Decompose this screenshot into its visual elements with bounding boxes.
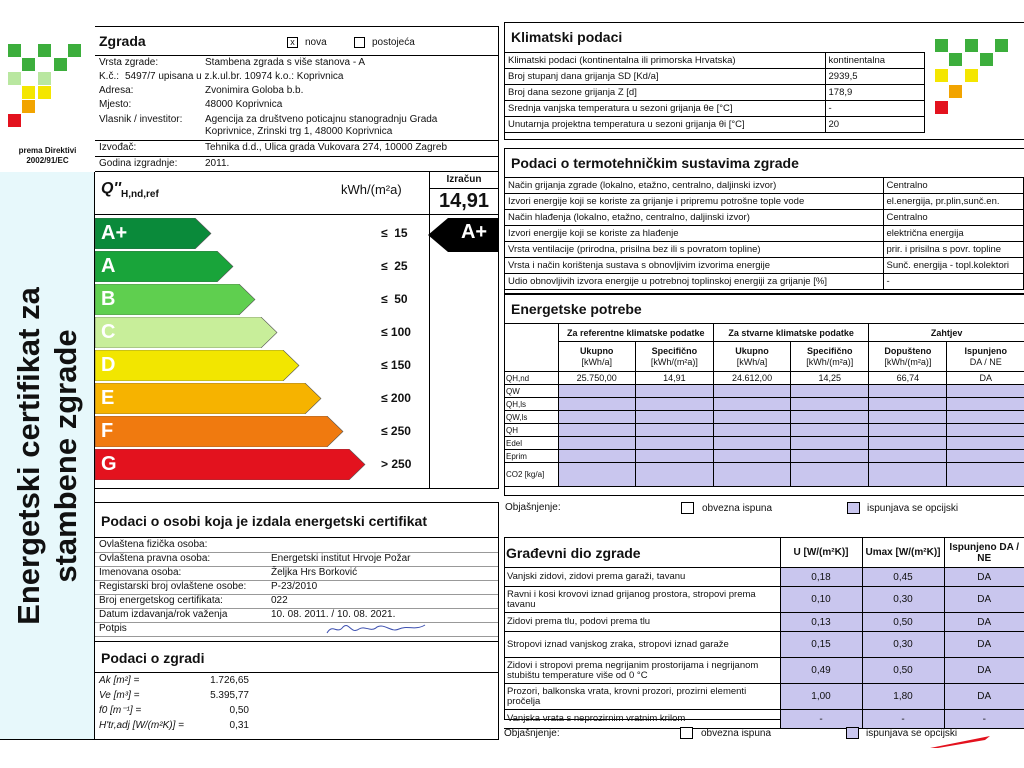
legend-label-2: Objašnjenje: bbox=[504, 728, 560, 739]
needs-cell bbox=[947, 398, 1024, 411]
energy-scale-box bbox=[95, 171, 499, 489]
envelope-u: - bbox=[780, 710, 862, 729]
legend-lilac-swatch-2 bbox=[846, 727, 859, 739]
needs-cell bbox=[791, 424, 869, 437]
climate-label: Unutarnja projektna temperatura u sezoni grijanja θi [°C] bbox=[505, 117, 825, 133]
needs-cell bbox=[713, 437, 790, 450]
hvac-value: električna energija bbox=[883, 226, 1024, 242]
needs-cell bbox=[791, 411, 869, 424]
hvac-box bbox=[504, 148, 1024, 294]
climate-value: - bbox=[825, 101, 925, 117]
climate-row bbox=[505, 53, 925, 69]
hvac-table bbox=[505, 177, 1024, 290]
needs-cell bbox=[558, 450, 635, 463]
needs-cell bbox=[558, 437, 635, 450]
envelope-row bbox=[504, 587, 1024, 613]
building-box bbox=[95, 26, 499, 172]
envelope-isp: DA bbox=[944, 587, 1024, 613]
needs-cell bbox=[869, 385, 947, 398]
needs-cell bbox=[635, 424, 713, 437]
hvac-row bbox=[505, 194, 1024, 210]
hvac-row bbox=[505, 210, 1024, 226]
legend-white-label-2: obvezna ispuna bbox=[701, 728, 772, 739]
needs-row-label: QW,ls bbox=[504, 411, 558, 424]
result-class: A+ bbox=[460, 221, 488, 243]
real-group-header: Za stvarne klimatske podatke bbox=[713, 324, 868, 342]
needs-cell bbox=[635, 437, 713, 450]
class-arrow-C bbox=[95, 317, 279, 348]
needs-cell bbox=[947, 385, 1024, 398]
class-label: G bbox=[101, 453, 117, 475]
q-label: Q'' bbox=[101, 180, 122, 197]
building-metric-value: 1.726,65 bbox=[210, 675, 249, 686]
envelope-table bbox=[504, 537, 1024, 729]
needs-row bbox=[504, 437, 1024, 450]
needs-cell: DA bbox=[947, 372, 1024, 385]
class-limit: > 250 bbox=[381, 457, 412, 471]
class-label: B bbox=[101, 288, 116, 310]
needs-cell bbox=[869, 450, 947, 463]
needs-col-header: Ukupno [kWh/a] bbox=[713, 342, 790, 372]
envelope-isp: DA bbox=[944, 568, 1024, 587]
issuer-row-label: Potpis bbox=[99, 623, 127, 634]
envelope-isp: DA bbox=[944, 632, 1024, 658]
envelope-label: Prozori, balkonska vrata, krovni prozori, prozirni elementi pročelja bbox=[504, 684, 780, 710]
hvac-row bbox=[505, 242, 1024, 258]
needs-row-label: Eprim bbox=[504, 450, 558, 463]
parcel-label: K.č.: bbox=[99, 71, 120, 82]
envelope-u: 0,18 bbox=[780, 568, 862, 587]
building-metric-label: f0 [m⁻¹] = bbox=[99, 705, 142, 716]
year-value: 2011. bbox=[205, 158, 230, 169]
certificate-title-band bbox=[0, 172, 95, 740]
year-label: Godina izgradnje: bbox=[99, 158, 178, 169]
issuer-row-label: Datum izdavanja/rok važenja bbox=[99, 609, 228, 620]
issuer-box bbox=[95, 502, 499, 642]
isp-header: Ispunjeno DA / NE bbox=[944, 538, 1024, 568]
needs-cell bbox=[635, 385, 713, 398]
building-data-box bbox=[95, 641, 499, 740]
envelope-umax: 0,30 bbox=[862, 632, 944, 658]
envelope-isp: DA bbox=[944, 613, 1024, 632]
climate-value: 178,9 bbox=[825, 85, 925, 101]
building-type-value: Stambena zgrada s više stanova - A bbox=[205, 57, 366, 68]
needs-col-header: Specifično [kWh/(m²a)] bbox=[791, 342, 869, 372]
needs-cell: 14,25 bbox=[791, 372, 869, 385]
class-arrow-G bbox=[95, 449, 367, 480]
climate-label: Broj dana sezone grijanja Z [d] bbox=[505, 85, 825, 101]
class-arrow-A+ bbox=[95, 218, 213, 249]
needs-cell bbox=[869, 398, 947, 411]
energy-needs-table bbox=[504, 323, 1024, 487]
issuer-row-label: Broj energetskog certifikata: bbox=[99, 595, 223, 606]
needs-cell bbox=[869, 463, 947, 487]
envelope-umax: - bbox=[862, 710, 944, 729]
building-metric-label: Ve [m³] = bbox=[99, 690, 140, 701]
needs-row bbox=[504, 385, 1024, 398]
needs-cell bbox=[558, 463, 635, 487]
needs-col-header: Dopušteno [kWh/(m²a)] bbox=[869, 342, 947, 372]
class-limit: ≤ 150 bbox=[381, 358, 411, 372]
climate-label: Broj stupanj dana grijanja SD [Kd/a] bbox=[505, 69, 825, 85]
hvac-label: Udio obnovljivih izvora energije u potrebnoj toplinskoj energiji za grijanje [%] bbox=[505, 274, 883, 290]
hvac-value: Centralno bbox=[883, 178, 1024, 194]
needs-row bbox=[504, 411, 1024, 424]
issuer-row-value: Energetski institut Hrvoje Požar bbox=[271, 553, 411, 564]
contractor-label: Izvođač: bbox=[99, 142, 137, 153]
parcel-value: 5497/7 upisana u z.k.ul.br. 10974 k.o.: Koprivnica bbox=[125, 71, 344, 82]
class-arrow-F bbox=[95, 416, 345, 447]
class-limit: ≤ 100 bbox=[381, 325, 411, 339]
needs-cell: 66,74 bbox=[869, 372, 947, 385]
needs-cell bbox=[947, 411, 1024, 424]
envelope-row bbox=[504, 684, 1024, 710]
building-type-label: Vrsta zgrade: bbox=[99, 57, 159, 68]
hvac-value: Sunč. energija - topl.kolektori bbox=[883, 258, 1024, 274]
address-label: Adresa: bbox=[99, 85, 134, 96]
needs-col-header: Specifično [kWh/(m²a)] bbox=[635, 342, 713, 372]
needs-cell bbox=[635, 411, 713, 424]
needs-cell bbox=[791, 385, 869, 398]
q-subscript: H,nd,ref bbox=[121, 189, 159, 200]
hvac-value: prir. i prisilna s povr. topline bbox=[883, 242, 1024, 258]
climate-value: kontinentalna bbox=[825, 53, 925, 69]
u-header: U [W/(m²K)] bbox=[780, 538, 862, 568]
postojeca-label: postojeća bbox=[372, 37, 415, 48]
envelope-label: Vanjska vrata s neprozirnim vratnim krilom bbox=[504, 710, 780, 729]
umax-header: Umax [W/(m²K)] bbox=[862, 538, 944, 568]
climate-table bbox=[505, 52, 925, 133]
signature bbox=[325, 621, 435, 637]
needs-cell bbox=[947, 424, 1024, 437]
class-arrow-E bbox=[95, 383, 323, 414]
class-limit: ≤ 250 bbox=[381, 424, 411, 438]
needs-cell: 25.750,00 bbox=[558, 372, 635, 385]
hvac-label: Vrsta i način korištenja sustava s obnovljivim izvorima energije bbox=[505, 258, 883, 274]
class-arrow-A bbox=[95, 251, 235, 282]
needs-cell bbox=[869, 424, 947, 437]
needs-cell: 14,91 bbox=[635, 372, 713, 385]
hvac-row bbox=[505, 178, 1024, 194]
envelope-u: 0,49 bbox=[780, 658, 862, 684]
envelope-isp: - bbox=[944, 710, 1024, 729]
nova-checkbox[interactable]: x bbox=[287, 37, 298, 48]
izracun-value: 14,91 bbox=[438, 190, 490, 212]
envelope-row bbox=[504, 613, 1024, 632]
envelope-isp: DA bbox=[944, 658, 1024, 684]
needs-cell bbox=[558, 424, 635, 437]
needs-cell bbox=[713, 424, 790, 437]
legend-white-swatch bbox=[681, 502, 694, 514]
needs-row-label: CO2 [kg/a] bbox=[504, 463, 558, 487]
directive-note: prema Direktivi 2002/91/EC bbox=[18, 146, 77, 165]
building-data-heading: Podaci o zgradi bbox=[101, 650, 205, 666]
hvac-label: Izvori energije koji se koriste za hlađenje bbox=[505, 226, 883, 242]
needs-row bbox=[504, 450, 1024, 463]
class-arrow-D bbox=[95, 350, 301, 381]
issuer-row-label: Registarski broj ovlaštene osobe: bbox=[99, 581, 247, 592]
issuer-row-label: Ovlaštena fizička osoba: bbox=[99, 539, 208, 550]
needs-row bbox=[504, 398, 1024, 411]
envelope-umax: 0,45 bbox=[862, 568, 944, 587]
hvac-label: Način grijanja zgrade (lokalno, etažno, centralno, daljinski izvor) bbox=[505, 178, 883, 194]
needs-cell bbox=[713, 463, 790, 487]
needs-col-header: Ukupno [kWh/a] bbox=[558, 342, 635, 372]
postojeca-checkbox[interactable] bbox=[354, 37, 365, 48]
hvac-label: Izvori energije koji se koriste za grijanje i pripremu potrošne tople vode bbox=[505, 194, 883, 210]
legend-white-label: obvezna ispuna bbox=[702, 503, 773, 514]
building-metric-value: 0,31 bbox=[229, 720, 249, 731]
class-label: C bbox=[101, 321, 116, 343]
hvac-value: el.energija, pr.plin,sunč.en. bbox=[883, 194, 1024, 210]
issuer-row-value: Željka Hrs Borković bbox=[271, 567, 358, 578]
class-limit: ≤ 25 bbox=[381, 259, 408, 273]
needs-col-header: Ispunjeno DA / NE bbox=[947, 342, 1024, 372]
needs-cell bbox=[558, 385, 635, 398]
building-envelope-box bbox=[504, 537, 1024, 725]
needs-cell bbox=[713, 385, 790, 398]
building-metric-label: Ak [m²] = bbox=[99, 675, 140, 686]
needs-cell bbox=[869, 411, 947, 424]
req-group-header: Zahtjev bbox=[869, 324, 1024, 342]
envelope-row bbox=[504, 710, 1024, 729]
envelope-label: Ravni i kosi krovovi iznad grijanog prostora, stropovi prema tavanu bbox=[504, 587, 780, 613]
needs-cell bbox=[713, 398, 790, 411]
red-mark bbox=[930, 736, 990, 748]
needs-cell bbox=[558, 411, 635, 424]
hvac-heading: Podaci o termotehničkim sustavima zgrade bbox=[511, 155, 799, 171]
class-label: A+ bbox=[101, 222, 128, 244]
needs-cell bbox=[869, 437, 947, 450]
climate-value: 20 bbox=[825, 117, 925, 133]
needs-row-label: Edel bbox=[504, 437, 558, 450]
izracun-label: Izračun bbox=[446, 174, 482, 185]
building-metric-value: 5.395,77 bbox=[210, 690, 249, 701]
climate-row bbox=[505, 85, 925, 101]
needs-cell bbox=[947, 450, 1024, 463]
building-metric-value: 0,50 bbox=[229, 705, 249, 716]
energy-needs-box bbox=[504, 294, 1024, 514]
needs-row-label: QW bbox=[504, 385, 558, 398]
needs-cell bbox=[635, 398, 713, 411]
envelope-u: 0,13 bbox=[780, 613, 862, 632]
contractor-value: Tehnika d.d., Ulica grada Vukovara 274, 10000 Zagreb bbox=[205, 142, 448, 153]
needs-cell bbox=[791, 398, 869, 411]
envelope-umax: 0,50 bbox=[862, 613, 944, 632]
needs-row-label: QH,ls bbox=[504, 398, 558, 411]
city-value: 48000 Koprivnica bbox=[205, 99, 283, 110]
address-value: Zvonimira Goloba b.b. bbox=[205, 85, 304, 96]
envelope-heading: Građevni dio zgrade bbox=[504, 538, 780, 568]
issuer-row-value: 022 bbox=[271, 595, 288, 606]
class-label: D bbox=[101, 354, 116, 376]
needs-cell bbox=[791, 463, 869, 487]
building-metric-label: H'tr,adj [W/(m²K)] = bbox=[99, 720, 184, 731]
unit-label: kWh/(m²a) bbox=[341, 182, 402, 197]
envelope-label: Stropovi iznad vanjskog zraka, stropovi iznad garaže bbox=[504, 632, 780, 658]
owner-value: Agencija za društveno poticajnu stanogradnju Grada Koprivnice, Zrinski trg 1, 48000 Koprivnica bbox=[205, 114, 438, 137]
envelope-u: 0,15 bbox=[780, 632, 862, 658]
envelope-u: 0,10 bbox=[780, 587, 862, 613]
envelope-label: Vanjski zidovi, zidovi prema garaži, tavanu bbox=[504, 568, 780, 587]
owner-label: Vlasnik / investitor: bbox=[99, 114, 183, 125]
envelope-row bbox=[504, 658, 1024, 684]
envelope-label: Zidovi prema tlu, podovi prema tlu bbox=[504, 613, 780, 632]
legend-lilac-label-2: ispunjava se opcijski bbox=[866, 728, 958, 739]
climate-row bbox=[505, 69, 925, 85]
legend-lilac-swatch bbox=[847, 502, 860, 514]
needs-row-label: QH,nd bbox=[504, 372, 558, 385]
needs-row bbox=[504, 463, 1024, 487]
building-heading: Zgrada bbox=[99, 33, 146, 49]
climate-value: 2939,5 bbox=[825, 69, 925, 85]
envelope-umax: 1,80 bbox=[862, 684, 944, 710]
needs-row bbox=[504, 424, 1024, 437]
issuer-heading: Podaci o osobi koja je izdala energetski certifikat bbox=[101, 513, 427, 529]
hvac-row bbox=[505, 258, 1024, 274]
climate-heading: Klimatski podaci bbox=[511, 29, 623, 45]
climate-label: Srednja vanjska temperatura u sezoni grijanja θe [°C] bbox=[505, 101, 825, 117]
needs-cell bbox=[791, 450, 869, 463]
needs-row-label: QH bbox=[504, 424, 558, 437]
hvac-row bbox=[505, 274, 1024, 290]
envelope-umax: 0,50 bbox=[862, 658, 944, 684]
issuer-row-label: Imenovana osoba: bbox=[99, 567, 182, 578]
issuer-row-label: Ovlaštena pravna osoba: bbox=[99, 553, 211, 564]
class-label: F bbox=[101, 420, 114, 442]
envelope-u: 1,00 bbox=[780, 684, 862, 710]
legend-label: Objašnjenje: bbox=[505, 502, 561, 513]
hvac-value: Centralno bbox=[883, 210, 1024, 226]
needs-cell bbox=[558, 398, 635, 411]
envelope-row bbox=[504, 568, 1024, 587]
class-limit: ≤ 200 bbox=[381, 391, 411, 405]
envelope-isp: DA bbox=[944, 684, 1024, 710]
class-label: A bbox=[101, 255, 116, 277]
envelope-row bbox=[504, 632, 1024, 658]
climate-label: Klimatski podaci (kontinentalna ili primorska Hrvatska) bbox=[505, 53, 825, 69]
nova-label: nova bbox=[305, 37, 327, 48]
class-label: E bbox=[101, 387, 115, 409]
hvac-value: - bbox=[883, 274, 1024, 290]
hvac-label: Vrsta ventilacije (prirodna, prisilna bez ili s povratom topline) bbox=[505, 242, 883, 258]
needs-cell bbox=[635, 450, 713, 463]
issuer-row-value: 10. 08. 2011. / 10. 08. 2021. bbox=[271, 609, 396, 620]
hvac-label: Način hlađenja (lokalno, etažno, centralno, daljinski izvor) bbox=[505, 210, 883, 226]
needs-cell bbox=[947, 437, 1024, 450]
needs-cell bbox=[713, 450, 790, 463]
ref-group-header: Za referentne klimatske podatke bbox=[558, 324, 713, 342]
envelope-umax: 0,30 bbox=[862, 587, 944, 613]
climate-row bbox=[505, 101, 925, 117]
class-limit: ≤ 15 bbox=[381, 226, 408, 240]
needs-cell bbox=[713, 411, 790, 424]
needs-cell: 24.612,00 bbox=[713, 372, 790, 385]
climate-row bbox=[505, 117, 925, 133]
city-label: Mjesto: bbox=[99, 99, 132, 110]
class-limit: ≤ 50 bbox=[381, 292, 408, 306]
certificate-title: Energetski certifikat za stambene zgrade bbox=[11, 287, 83, 625]
needs-cell bbox=[635, 463, 713, 487]
needs-row bbox=[504, 372, 1024, 385]
needs-cell bbox=[947, 463, 1024, 487]
issuer-row-value: P-23/2010 bbox=[271, 581, 318, 592]
class-arrow-B bbox=[95, 284, 257, 315]
legend-lilac-label: ispunjava se opcijski bbox=[867, 503, 959, 514]
energy-needs-heading: Energetske potrebe bbox=[511, 301, 642, 317]
needs-cell bbox=[791, 437, 869, 450]
climate-box bbox=[504, 22, 1024, 140]
envelope-label: Zidovi i stropovi prema negrijanim prostorijama i negrijanom stubištu temperature više od 0 °C bbox=[504, 658, 780, 684]
hvac-row bbox=[505, 226, 1024, 242]
legend-white-swatch-2 bbox=[680, 727, 693, 739]
